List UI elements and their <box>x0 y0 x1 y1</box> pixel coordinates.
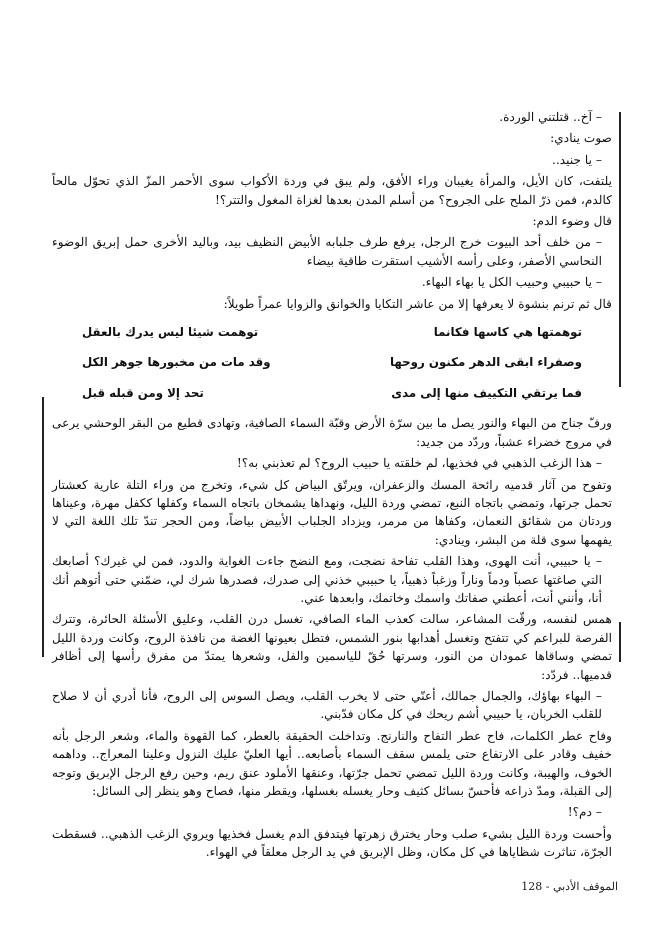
paragraph: وفاح عطر الكلمات، فاح عطر التفاح والنارنج. وتداخلت الحقيقة بالعطر، كما القهوة والماء، وشعر الرجل بأنه خفيف وقادر على الارتفاع حتى يلمس سقف السماء بأصابعه.. أيها العليّ عليك النزول وعلينا المعراج.. وداهمه الخوف، والهيبة، وكانت وردة الليل تمضي تحمل جرّتها، وعنقها الأملود عنق ريم، وحين رفع الرجل الإبريق وتوجه إلى القبلة، ومدّ ذراعه فأحسّ بسائل كثيف وحار يغسله بغسلها، ويقطر منها، فصاح وهو ينظر إلى السائل: <box>52 728 612 798</box>
verse-second-hemistich: توهمت شيئا ليس يدرك بالعقل <box>82 325 259 340</box>
dialog-line: – البهاء بهاؤك، والجمال جمالك، أعنّي حتى لا يخرب القلب، ويصل السوس إلى الروح، فأنا أدري أن لا صلاح للقلب الخربان، يا حبيبي أشم ريحك في كل مكان فدّبني. <box>52 688 602 722</box>
paragraphs-before-poem <box>52 108 612 313</box>
verse-first-hemistich: وصفراء ابقى الدهر مكنون روحها <box>389 355 582 370</box>
dialog-line: – من خلف أحد البيوت خرج الرجل، يرفع طرف جلبابه الأبيض النظيف بيد، وباليد الأخرى حمل إبريق الوضوء النحاسي الأصفر، وعلى رأسه الأشيب استقرت طاقية بيضاء <box>52 235 602 268</box>
paragraph: وتفوح من آثار قدميه رائحة المسك والزعفران، ويرتّق البياض كل شيء، وتخرج من وراء التلة عارية كعشتار تحمل جرتها، وتمضي باتجاه النبع، تمضي وردة الليل، ونهداها يشمخان باتجاه السماء وكفلها ككفل مهرة، وعيناها وردتان من شقائق النعمان، وكفاها من مرمر، ويزداد الجلباب الأبيض بياضاً، ومن الحجر تندّ تلك اللغة التي لا يفهمها سوى قلة من البشر، وينادي: <box>52 477 612 547</box>
margin-rule-right <box>619 112 621 387</box>
page-footer: الموقف الأدبي - 128 <box>521 880 618 893</box>
dialog-line: – هذا الزغب الذهبي في فخذيها، لم خلقته يا حبيب الروح؟ لم تعذبني به؟! <box>236 456 602 471</box>
paragraph: همس لنفسه، ورقّت المشاعر، سالت كعذب الماء الصافي، تغسل درن القلب، وعليق الأسئلة الحائرة، وتترك الفرصة للبراعم كي تتفتح وتغسل أهدابها بنور الشمس، فتطل بعيونها الغضة من نافذة الروح، وكانت وردة الليل تمضي وساقاها عمودان من النور، وسرتها حُقّ للياسمين والفل، وشعرها يمتدّ من مفرق رأسها إلى أظافر قدميها.. فردّد: <box>52 612 612 682</box>
dialog-line: – يا حبيبي وحبيب الكل يا بهاء البهاء. <box>421 275 602 290</box>
verse-second-hemistich: وقد مات من مخبورها جوهر الكل <box>82 355 271 370</box>
dialog-line: – يا حبيبي، أنت الهوى، وهذا القلب تفاحة نضجت، ومع النضج جاءت الغواية والدود، فمن لي غيرك؟ أصابعك التي صاغتها عصباً ودماً وناراً وزغباً ذهبياً، يا حبيبي خذني إلى صدرك، فصدرها شرك لي، ضمّني حتى أتوهم أنك أنا، وأنني أنت، أعطني صفاتك واسمك وخاتمك، وابعدها عني. <box>52 554 602 605</box>
paragraph: وأحست وردة الليل بشيء صلب وحار يخترق زهرتها فيتدفق الدم يغسل فخذيها ويروي الزغب الذهبي.. فسقطت الجرّة، تناثرت شظاياها في كل مكان، وظل الإبريق في يد الرجل معلقاً في الهواء. <box>52 826 612 860</box>
paragraph: قال وضوء الدم: <box>532 214 612 229</box>
paragraph: صوت ينادي: <box>550 131 612 146</box>
verse-second-hemistich: تحد إلا ومن قبله قبل <box>82 385 204 400</box>
poem-verse <box>82 353 582 371</box>
paragraph: قال ثم ترنم بنشوة لا يعرفها إلا من عاشر التكايا والخوانق والزوايا عمراً طويلاً: <box>223 296 612 311</box>
body-text <box>52 108 612 865</box>
margin-rule-left <box>42 397 44 657</box>
poem-verse <box>82 323 582 341</box>
verse-first-hemistich: توهمتها هي كاسها فكانما <box>433 325 582 340</box>
paragraph: ورفّ جناح من البهاء والنور يصل ما بين سرّة الأرض وقبّة السماء الصافية، وتهادى قطيع من البقر الوحشي يرعى في مروج خضراء عشباً، وردّد من جديد: <box>52 416 612 449</box>
poem-block <box>82 323 582 402</box>
verse-first-hemistich: فما يرتقي التكييف منها إلى مدى <box>391 385 582 400</box>
paragraph: يلتفت، كان الأيل، والمرأة يغيبان وراء الأفق، ولم يبق في وردة الأكواب سوى الأحمر المزّ الذي تحوّل مالحاً كالدم، فمن ذرّ الملح على الجروح؟ من أسلم المدن بعدها لغزاة المغول والتتر؟! <box>52 174 612 207</box>
dialog-line: – آخ.. قتلتني الوردة. <box>499 110 602 124</box>
margin-rule-right-lower <box>619 622 621 662</box>
dialog-line: – يا جنيد.. <box>552 152 602 167</box>
dialog-line: – دم؟! <box>567 805 602 820</box>
paragraphs-after-poem <box>52 414 612 861</box>
poem-verse <box>82 384 582 402</box>
